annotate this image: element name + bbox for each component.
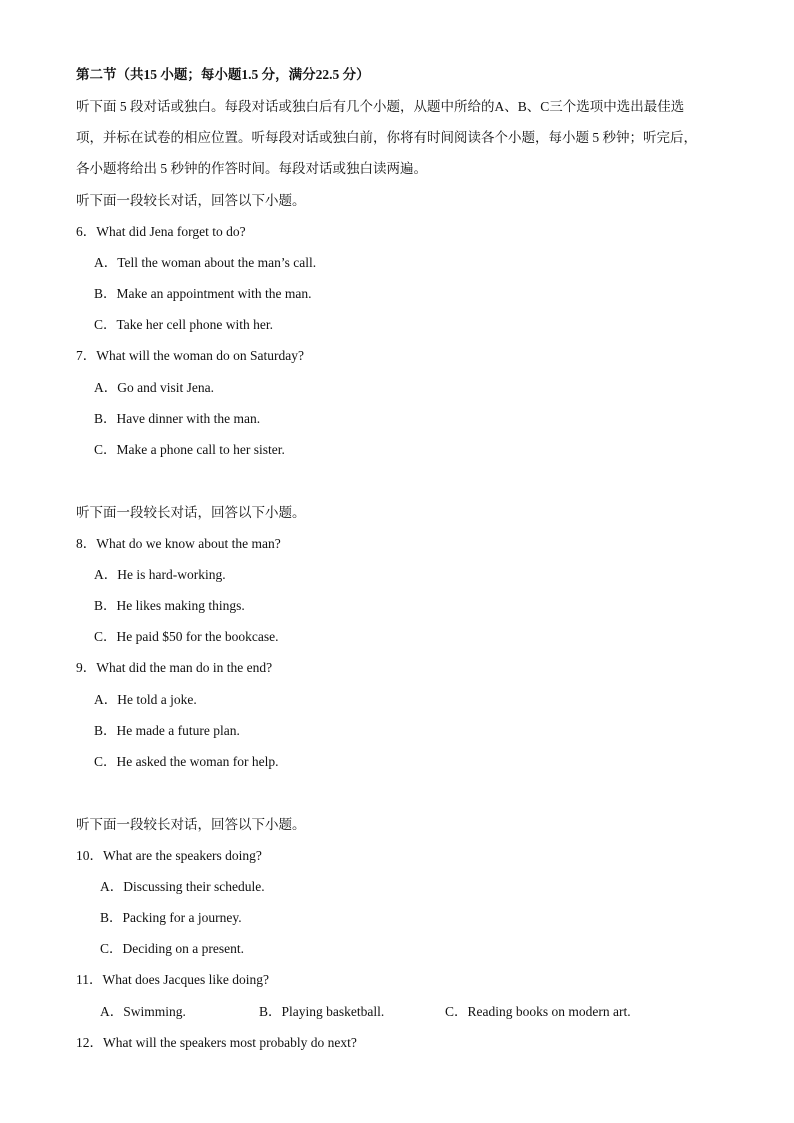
option-a: A．Swimming. bbox=[100, 1004, 186, 1019]
group-intro: 听下面一段较长对话，回答以下小题。 bbox=[76, 817, 306, 832]
option-b: B．He made a future plan. bbox=[94, 723, 240, 738]
option-a: A．Tell the woman about the man’s call. bbox=[94, 255, 317, 270]
group-intro: 听下面一段较长对话，回答以下小题。 bbox=[76, 505, 306, 520]
option-b: B．Packing for a journey. bbox=[100, 910, 242, 925]
option-a: A．Go and visit Jena. bbox=[94, 380, 214, 395]
option-b: B．Make an appointment with the man. bbox=[94, 286, 312, 301]
option-c: C．He asked the woman for help. bbox=[94, 754, 279, 769]
instruction-line-3: 各小题将给出 5 秒钟的作答时间。每段对话或独白读两遍。 bbox=[76, 161, 427, 176]
option-a: A．He told a joke. bbox=[94, 692, 197, 707]
instruction-line-2: 项，并标在试卷的相应位置。听每段对话或独白前，你将有时间阅读各个小题，每小题 5 秒钟；听完后， bbox=[76, 130, 697, 145]
option-a: A．Discussing their schedule. bbox=[100, 879, 265, 894]
question-stem: 11．What does Jacques like doing? bbox=[76, 972, 269, 987]
section-header: 第二节（共15 小题；每小题1.5 分，满分22.5 分） bbox=[76, 67, 370, 82]
option-b: B．He likes making things. bbox=[94, 598, 245, 613]
question-stem: 8．What do we know about the man? bbox=[76, 536, 281, 551]
option-c: C．Make a phone call to her sister. bbox=[94, 442, 285, 457]
option-c: C．Deciding on a present. bbox=[100, 941, 244, 956]
option-b: B．Have dinner with the man. bbox=[94, 411, 261, 426]
option-c: C．Reading books on modern art. bbox=[445, 1004, 631, 1019]
question-stem: 6．What did Jena forget to do? bbox=[76, 224, 246, 239]
option-c: C．Take her cell phone with her. bbox=[94, 317, 274, 332]
question-stem: 12．What will the speakers most probably do next? bbox=[76, 1035, 357, 1050]
option-c: C．He paid $50 for the bookcase. bbox=[94, 629, 279, 644]
question-stem: 7．What will the woman do on Saturday? bbox=[76, 348, 304, 363]
option-b: B．Playing basketball. bbox=[259, 1004, 385, 1019]
question-stem: 9．What did the man do in the end? bbox=[76, 660, 273, 675]
question-stem: 10．What are the speakers doing? bbox=[76, 848, 262, 863]
instruction-line-1: 听下面 5 段对话或独白。每段对话或独白后有几个小题，从题中所给的A、B、C三个选项中选出最佳选 bbox=[76, 99, 685, 114]
option-a: A．He is hard-working. bbox=[94, 567, 226, 582]
group-intro: 听下面一段较长对话，回答以下小题。 bbox=[76, 193, 306, 208]
